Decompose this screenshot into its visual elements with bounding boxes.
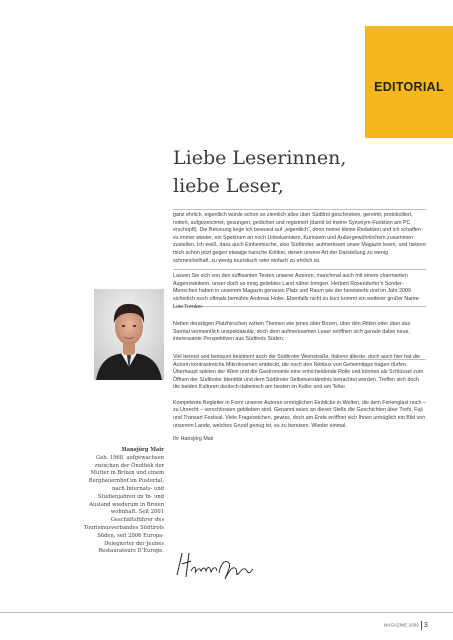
- author-caption: [81, 447, 164, 556]
- divider-rule: [173, 209, 426, 210]
- footer-magazine: MAGAZINE 2009: [383, 622, 419, 628]
- page-footer: [384, 621, 428, 630]
- author-portrait: [94, 289, 164, 380]
- body-paragraph-signoff: Ihr Hansjörg Mair: [173, 436, 214, 443]
- body-paragraph: Lassen Sie sich von den süffisanten Texten unserer Autoren, manchmal auch mit einem charmanten Augenzwinkern, unser doch so innig geliebtes Land näher bringen. Herbert Rosendorfer’s Sonder-Menschen haben in unserem Magazin genauso Platz und Raum wie der heroisierte und im Jahr 2009 sicherlich noch oftmals bemühte Andreas Hofer. Ebenfalls nicht zu kurz kommt ein weiterer großer Name: Luis Trenker.: [173, 273, 421, 310]
- page-number: 3: [423, 622, 428, 629]
- caption-name: Hansjörg Mair: [121, 447, 164, 453]
- section-tab: [365, 26, 453, 138]
- headline-line-1: Liebe Leserinnen,: [173, 147, 347, 169]
- handwritten-signature: [173, 549, 257, 583]
- headline: [173, 144, 346, 200]
- body-paragraph: Viel bereist und bestaunt bestimmt auch die Südtiroler Weinstraße, Italiens älteste, doch auch hier hat die Autorin kontrastreiche Mikrokosmen entdeckt, die noch den Nimbus von Geheimtipps tragen dürfen. Überhaupt spielen der Wein und die Gastronomie eine entscheidende Rolle und können als Schlüssel zum Öffnen der Südtiroler Identität und dem Südtiroler Selbstverständnis betrachtet werden. Treffen sich doch die beiden Kulturen deutsch-italienisch am besten im Keller und am Teller.: [173, 353, 424, 391]
- body-paragraph: Kompetente Begleiter in Form unserer Autoren ermöglichen Einblicke in Welten, die dem Ferienglast noch – zu Unrecht – verschlossen geblieben sind. Genannt seien an dieser Stelle die Geschichten über Trefs, Fuji und Transart Festival. Viele Fragezeichen, gewiss, doch am Ende eröffnet sich Ihnen untrüglich ein Bild von unserem Lande, welches Grund genug ist, es zu bereisen. Wieder einmal.: [173, 399, 426, 429]
- body-paragraph: ganz ehrlich, eigentlich würde schon so ziemlich alles über Südtirol geschrieben, gereimt, protokolliert, notiert, aufgezeichnet, gesungen, gedichtet und registriert (damit ist meine Synonym-Funktion am PC erschöpft). Die Betonung liege ich bewusst auf „eigentlich“, denn meine kleine Redaktion und ich schaffen es immer wieder, ein Spektrum an noch Unbekanntem, Kuriosem und Außergewöhnlichem zusammen zustellen. Ich weiß, dass auch Einheimische, also Südtiroler, aufmerksam unser Magazin lesen, und riskiere mich schon jetzt gegen etwaige harsche Kritiker, denen unsere Art der Darstellung zu wenig schmeichelhaft, zu wenig touristisch oder einfach zu ehrlich ist.: [173, 212, 426, 264]
- editorial-body: [173, 212, 426, 449]
- headline-line-2: liebe Leser,: [173, 175, 284, 197]
- body-paragraph: Neben derartigen Platzhirschen wirken Themen wie jenes über Bozen, über den Ritten oder über das Sarntal vermeintlich unspektakulär, doch dem aufmerksamen Leser eröffnen sich gerade dabei neue, interessante Perspektiven aus Südtirols Süden.: [173, 321, 411, 343]
- footer-rule: [0, 612, 453, 613]
- caption-text: Geb. 1968, aufgewachsen zwischen der Önothek der Mutter in Brixen und einem Bergbauernhof im Pustertal, nach Internats- und Studienjahren im In- und Ausland wiederum in Brixen wohnhaft. Seit 2001 Geschäftsführer des Tourismusverbandes Südtirols Süden, seit 2006 Europa-Delegierter der Jeunes Restaurateurs D’Europe.: [83, 454, 164, 555]
- footer-divider: [421, 621, 422, 630]
- section-label: EDITORIAL: [374, 80, 444, 94]
